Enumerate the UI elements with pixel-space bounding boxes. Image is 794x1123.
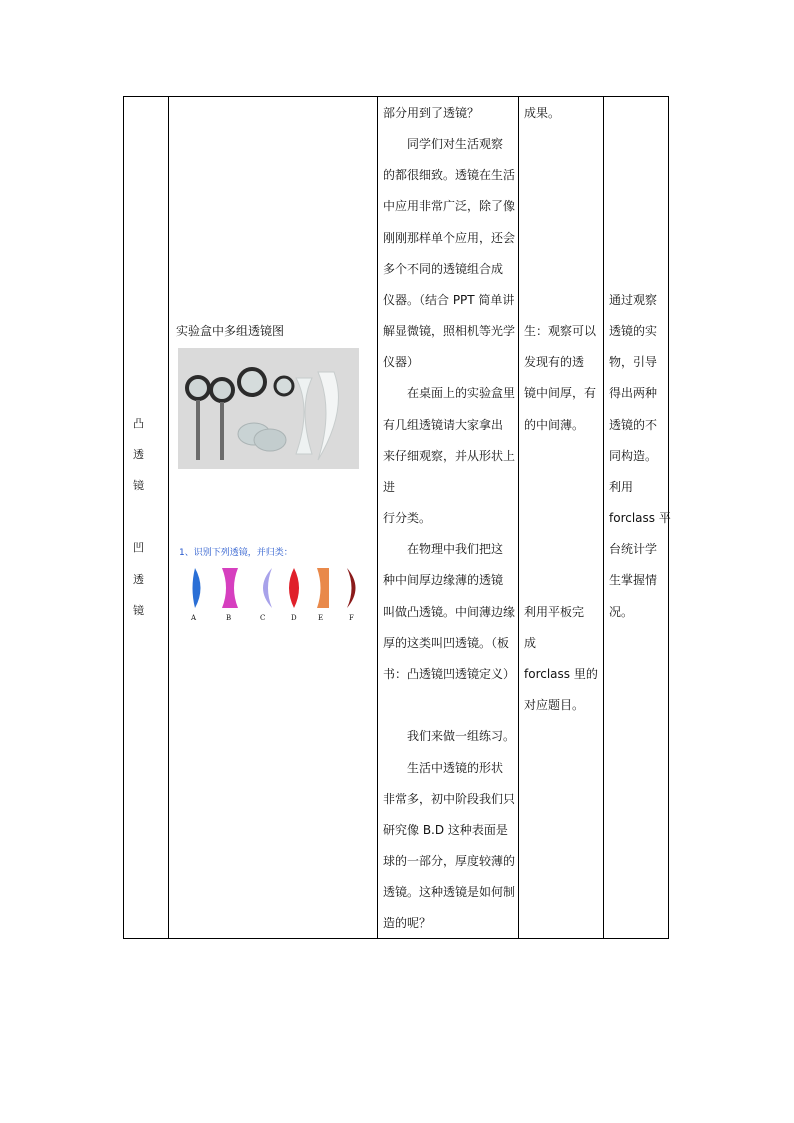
lens-c-icon <box>263 568 272 608</box>
lens-kit-photo <box>178 348 359 469</box>
intent-line: 透镜的不 <box>609 418 658 432</box>
lens-a-icon <box>193 568 201 608</box>
teacher-line: 仪器） <box>383 355 420 369</box>
teacher-line: 进 <box>383 480 396 494</box>
teacher-line: 造的呢？ <box>383 916 432 930</box>
teacher-line: 同学们对生活观察 <box>383 137 504 151</box>
teacher-line: 在桌面上的实验盒里 <box>383 386 516 400</box>
column-divider <box>168 97 169 938</box>
teacher-line: 研究像 B.D 这种表面是 <box>383 823 508 837</box>
teacher-line: 有几组透镜请大家拿出 <box>383 418 504 432</box>
lens-letter: A <box>191 614 197 622</box>
topic-char: 透 <box>133 573 144 586</box>
topic-char: 透 <box>133 448 144 461</box>
lens-kit-illustration <box>178 348 359 469</box>
teacher-line: 种中间厚边缘薄的透镜 <box>383 573 504 587</box>
column-divider <box>603 97 604 938</box>
lens-letter: B <box>226 614 232 622</box>
teacher-line: 解显微镜，照相机等光学 <box>383 324 516 338</box>
intent-line: 透镜的实 <box>609 324 658 338</box>
lens-d-icon <box>289 568 299 608</box>
student-line: 成 <box>524 636 537 650</box>
column-divider <box>518 97 519 938</box>
teacher-line: 来仔细观察，并从形状上 <box>383 449 516 463</box>
teacher-line: 刚刚那样单个应用，还会 <box>383 231 516 245</box>
intent-line: 物，引导 <box>609 355 658 369</box>
lens-letter: C <box>260 614 266 622</box>
student-line: 镜中间厚，有 <box>524 386 597 400</box>
teacher-line: 球的一部分，厚度较薄的 <box>383 854 516 868</box>
student-line: 成果。 <box>524 106 561 120</box>
student-line: forclass 里的 <box>524 667 598 681</box>
teacher-line: 的都很细致。透镜在生活 <box>383 168 516 182</box>
column-divider <box>377 97 378 938</box>
student-line: 利用平板完 <box>524 605 585 619</box>
teacher-line: 中应用非常广泛，除了像 <box>383 199 516 213</box>
teacher-line: 书：凸透镜凹透镜定义） <box>383 667 516 681</box>
teacher-line: 仪器。（结合 PPT 简单讲 <box>383 293 515 307</box>
intent-line: forclass 平 <box>609 511 671 525</box>
exercise-title: 1、识别下列透镜，并归类： <box>179 548 293 558</box>
lens-f-icon <box>347 568 356 608</box>
teacher-line: 行分类。 <box>383 511 432 525</box>
intent-line: 况。 <box>609 605 634 619</box>
teacher-line: 透镜。这种透镜是如何制 <box>383 885 516 899</box>
topic-char: 凸 <box>133 417 144 430</box>
topic-char: 凹 <box>133 541 144 554</box>
topic-char: 镜 <box>133 604 144 617</box>
student-line: 对应题目。 <box>524 698 585 712</box>
intent-line: 生掌握情 <box>609 573 658 587</box>
student-line: 生：观察可以 <box>524 324 597 338</box>
lens-letter: E <box>318 614 324 622</box>
teacher-line: 非常多，初中阶段我们只 <box>383 792 516 806</box>
teacher-line: 多个不同的透镜组合成 <box>383 262 504 276</box>
topic-char: 镜 <box>133 479 144 492</box>
teacher-line: 生活中透镜的形状 <box>383 761 504 775</box>
intent-line: 得出两种 <box>609 386 658 400</box>
lens-b-icon <box>222 568 238 608</box>
lens-letter: D <box>291 614 297 622</box>
teacher-line: 在物理中我们把这 <box>383 542 504 556</box>
student-line: 发现有的透 <box>524 355 585 369</box>
intent-line: 台统计学 <box>609 542 658 556</box>
teacher-line: 我们来做一组练习。 <box>383 729 516 743</box>
teacher-line: 厚的这类叫凹透镜。（板 <box>383 636 510 650</box>
intent-line: 利用 <box>609 480 634 494</box>
teacher-line: 叫做凸透镜。中间薄边缘 <box>383 605 516 619</box>
photo-caption: 实验盒中多组透镜图 <box>176 324 285 338</box>
lens-e-icon <box>317 568 329 608</box>
lens-letter: F <box>349 614 354 622</box>
lens-shapes-figure <box>186 566 366 610</box>
student-line: 的中间薄。 <box>524 418 585 432</box>
intent-line: 通过观察 <box>609 293 658 307</box>
intent-line: 同构造。 <box>609 449 658 463</box>
teacher-line: 部分用到了透镜？ <box>383 106 480 120</box>
